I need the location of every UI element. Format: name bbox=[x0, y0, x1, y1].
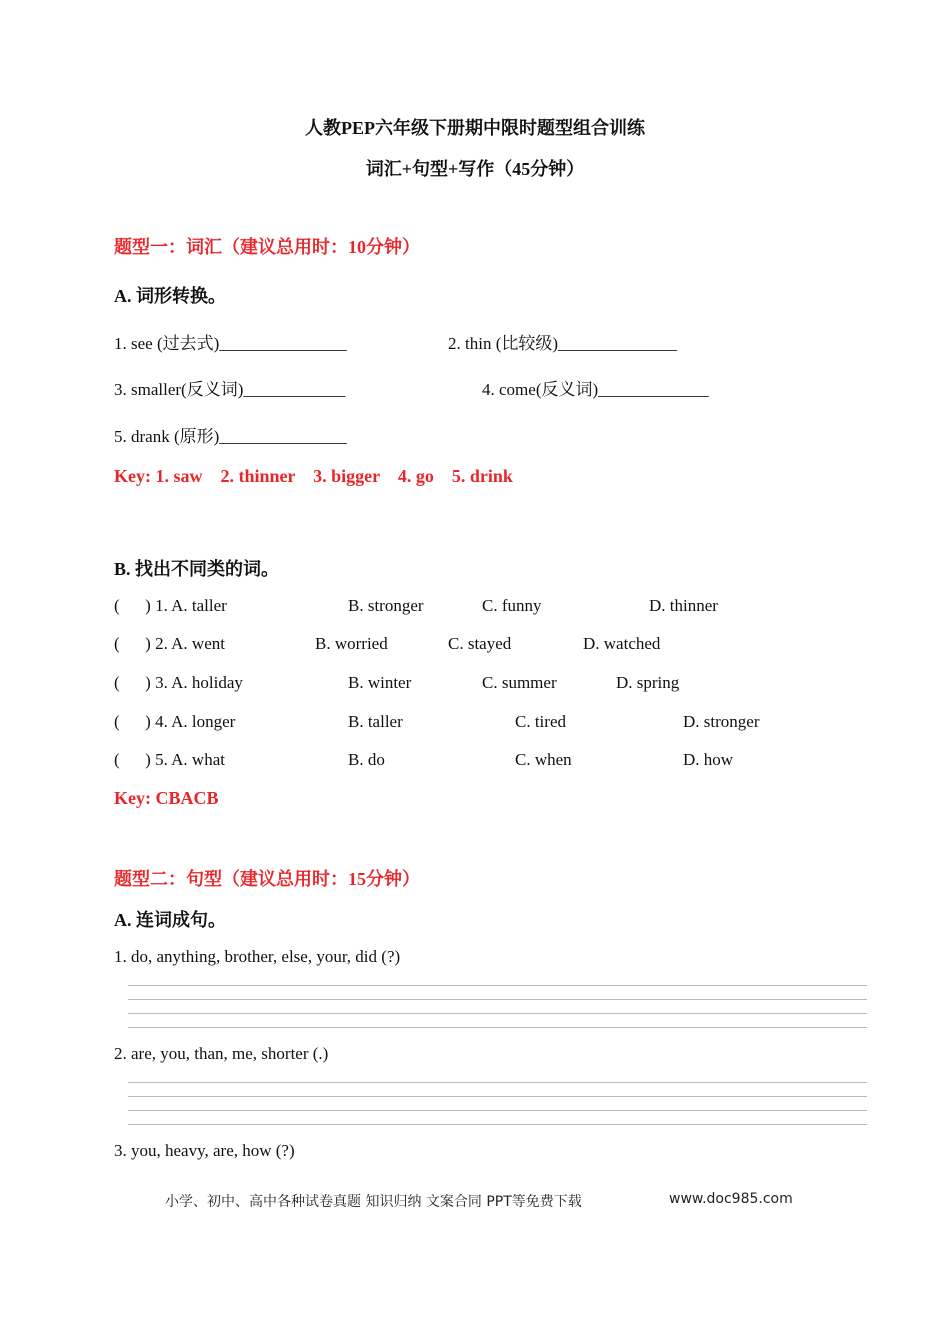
question-number-a: ( ) 1. A. taller bbox=[114, 596, 227, 615]
question-number-a: ( ) 3. A. holiday bbox=[114, 673, 243, 692]
word-form-item-1: 1. see (过去式)_______________ bbox=[114, 334, 347, 353]
section2-partA-heading: A. 连词成句。 bbox=[114, 910, 226, 930]
option-c: C. when bbox=[515, 750, 572, 769]
partB-answer-key: Key: CBACB bbox=[114, 788, 219, 808]
answer-line bbox=[128, 1027, 867, 1028]
option-d: D. spring bbox=[616, 673, 680, 692]
answer-line bbox=[128, 1096, 867, 1097]
answer-line bbox=[128, 1082, 867, 1083]
option-b: B. do bbox=[348, 750, 385, 769]
option-c: C. summer bbox=[482, 673, 557, 692]
option-d: D. how bbox=[683, 750, 734, 769]
option-b: B. worried bbox=[315, 634, 388, 653]
option-d: D. stronger bbox=[683, 712, 760, 731]
page-title: 人教PEP六年级下册期中限时题型组合训练 bbox=[305, 118, 645, 138]
footer-text: 小学、初中、高中各种试卷真题 知识归纳 文案合同 PPT等免费下载 bbox=[165, 1194, 582, 1210]
question-number-a: ( ) 4. A. longer bbox=[114, 712, 236, 731]
word-form-item-2: 2. thin (比较级)______________ bbox=[448, 334, 678, 353]
option-d: D. thinner bbox=[649, 596, 718, 615]
question-number-a: ( ) 5. A. what bbox=[114, 750, 225, 769]
sentence-item-2: 2. are, you, than, me, shorter (.) bbox=[114, 1044, 329, 1063]
page-subtitle: 词汇+句型+写作（45分钟） bbox=[365, 159, 585, 179]
option-c: C. tired bbox=[515, 712, 566, 731]
option-c: C. funny bbox=[482, 596, 542, 615]
option-d: D. watched bbox=[583, 634, 661, 653]
section1-partA-heading: A. 词形转换。 bbox=[114, 286, 226, 306]
option-b: B. stronger bbox=[348, 596, 424, 615]
answer-line bbox=[128, 1110, 867, 1111]
word-form-item-4: 4. come(反义词)_____________ bbox=[482, 380, 709, 399]
answer-line bbox=[128, 985, 867, 986]
footer-url[interactable]: www.doc985.com bbox=[669, 1191, 793, 1207]
option-b: B. winter bbox=[348, 673, 412, 692]
sentence-item-1: 1. do, anything, brother, else, your, did (?) bbox=[114, 947, 401, 966]
answer-line bbox=[128, 1013, 867, 1014]
section1-heading: 题型一：词汇（建议总用时：10分钟） bbox=[114, 237, 420, 257]
section2-heading: 题型二：句型（建议总用时：15分钟） bbox=[114, 869, 420, 889]
section1-partB-heading: B. 找出不同类的词。 bbox=[114, 559, 280, 579]
option-c: C. stayed bbox=[448, 634, 512, 653]
answer-line bbox=[128, 999, 867, 1000]
sentence-item-3: 3. you, heavy, are, how (?) bbox=[114, 1141, 295, 1160]
option-b: B. taller bbox=[348, 712, 403, 731]
answer-line bbox=[128, 1124, 867, 1125]
question-number-a: ( ) 2. A. went bbox=[114, 634, 225, 653]
word-form-item-5: 5. drank (原形)_______________ bbox=[114, 427, 347, 446]
partA-answer-key: Key: 1. saw 2. thinner 3. bigger 4. go 5. drink bbox=[114, 466, 513, 486]
word-form-item-3: 3. smaller(反义词)____________ bbox=[114, 380, 346, 399]
